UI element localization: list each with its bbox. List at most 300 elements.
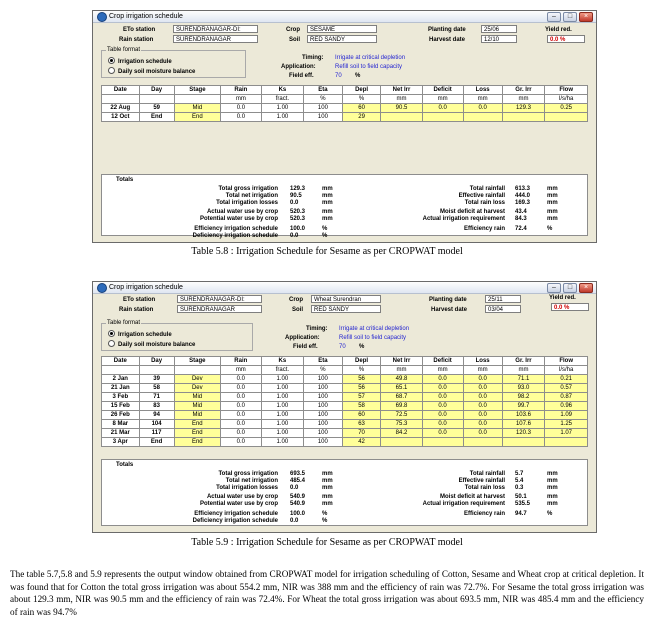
- header-cell: Eta: [304, 357, 343, 366]
- header-cell: Date: [102, 86, 140, 95]
- table-cell: End: [139, 438, 174, 447]
- table-row: [102, 402, 588, 411]
- total-left-unit: %: [322, 233, 328, 239]
- table-cell: 60: [342, 411, 381, 420]
- table-cell: 69.8: [381, 402, 422, 411]
- table-cell: 0.0: [221, 429, 262, 438]
- table-cell: Mid: [174, 411, 220, 420]
- table-cell: 1.00: [261, 429, 303, 438]
- table-cell: 1.00: [261, 402, 303, 411]
- table-cell: 93.0: [502, 384, 545, 393]
- eto-station-field[interactable]: SURENDRANAGAR-DI:: [177, 295, 262, 303]
- table-cell: 103.6: [502, 411, 545, 420]
- minimize-button[interactable]: –: [547, 12, 561, 22]
- header-cell: Day: [139, 86, 174, 95]
- totals-label: Totals: [116, 462, 134, 468]
- table-row: [102, 104, 588, 113]
- table-cell: 120.3: [502, 429, 545, 438]
- table-cell: 0.0: [463, 420, 502, 429]
- yield-red-label: Yield red.: [549, 295, 576, 301]
- total-left-label: Deficiency irrigation schedule: [192, 233, 278, 239]
- total-right-value: 5.7: [515, 471, 524, 477]
- table-cell: [381, 438, 422, 447]
- units-cell: %: [304, 366, 343, 375]
- table-format-label: Table format: [107, 320, 141, 326]
- table-cell: 100: [304, 384, 343, 393]
- units-cell: [102, 95, 140, 104]
- units-cell: mm: [221, 366, 262, 375]
- total-left-value: 0.0: [290, 200, 299, 206]
- schedule-table: [101, 85, 588, 122]
- table-cell: 1.07: [545, 429, 588, 438]
- window-title: Crop irrigation schedule: [109, 13, 183, 20]
- table-row: [102, 429, 588, 438]
- total-left-unit: mm: [322, 478, 333, 484]
- header-cell: Stage: [174, 357, 220, 366]
- table-cell: 58: [139, 384, 174, 393]
- table-format-group: [101, 47, 246, 78]
- maximize-button[interactable]: □: [563, 283, 577, 293]
- units-cell: [139, 366, 174, 375]
- table-cell: 0.0: [422, 420, 463, 429]
- table-cell: 26 Feb: [102, 411, 140, 420]
- soil-field[interactable]: RED SANDY: [311, 305, 381, 313]
- table-row: [102, 411, 588, 420]
- table-cell: 0.0: [463, 375, 502, 384]
- field-eff-label: Field eff.: [293, 344, 318, 350]
- total-left-unit: mm: [322, 186, 333, 192]
- units-cell: [174, 95, 220, 104]
- total-left-unit: %: [322, 226, 328, 232]
- table-cell: [502, 113, 545, 122]
- header-cell: Depl: [342, 357, 381, 366]
- timing-value[interactable]: Irrigate at critical depletion: [339, 326, 410, 332]
- units-cell: mm: [422, 95, 463, 104]
- schedule-table: [101, 356, 588, 447]
- total-left-label: Total irrigation losses: [216, 485, 278, 491]
- soil-field[interactable]: RED SANDY: [307, 35, 377, 43]
- total-right-label: Total rainfall: [469, 186, 505, 192]
- total-left-unit: mm: [322, 209, 333, 215]
- total-right-label: Actual irrigation requirement: [422, 216, 505, 222]
- table-cell: 107.6: [502, 420, 545, 429]
- units-cell: %: [342, 95, 381, 104]
- table-cell: Dev: [174, 384, 220, 393]
- table-cell: 117: [139, 429, 174, 438]
- table-cell: 0.0: [422, 429, 463, 438]
- total-right-label: Total rainfall: [469, 471, 505, 477]
- table-cell: 0.0: [463, 411, 502, 420]
- table-cell: 0.0: [221, 411, 262, 420]
- total-left-label: Efficiency irrigation schedule: [194, 226, 278, 232]
- total-right-unit: mm: [547, 200, 558, 206]
- crop-irrigation-window-2: [92, 281, 597, 533]
- total-right-label: Effective rainfall: [458, 193, 505, 199]
- total-left-unit: %: [322, 511, 328, 517]
- table-cell: 100: [304, 429, 343, 438]
- table-row: [102, 438, 588, 447]
- header-cell: Date: [102, 357, 140, 366]
- irrigation-schedule-radio[interactable]: Irrigation schedule: [108, 58, 172, 66]
- total-right-label: Total rain loss: [464, 200, 505, 206]
- header-row: [102, 357, 588, 366]
- total-right-value: 0.3: [515, 485, 524, 491]
- header-cell: Deficit: [422, 357, 463, 366]
- total-left-value: 0.0: [290, 485, 299, 491]
- table-row: [102, 375, 588, 384]
- total-left-label: Potential water use by crop: [199, 216, 278, 222]
- application-value[interactable]: Refill soil to field capacity: [335, 64, 403, 70]
- table-cell: 1.00: [261, 393, 303, 402]
- crop-label: Crop: [289, 297, 303, 303]
- total-right-value: 169.3: [515, 200, 531, 206]
- table-cell: 0.0: [221, 113, 262, 122]
- table-cell: 63: [342, 420, 381, 429]
- timing-label: Timing:: [302, 55, 324, 61]
- header-row: [102, 86, 588, 95]
- table-cell: 29: [342, 113, 381, 122]
- close-button[interactable]: ×: [579, 12, 593, 22]
- total-left-value: 693.5: [290, 471, 306, 477]
- daily-soil-moisture-radio[interactable]: Daily soil moisture balance: [108, 341, 195, 349]
- total-right-value: 72.4: [515, 226, 527, 232]
- table-cell: 65.1: [381, 384, 422, 393]
- radio-empty-icon: [108, 67, 115, 74]
- daily-soil-moisture-radio[interactable]: Daily soil moisture balance: [108, 68, 195, 76]
- totals-panel: [101, 459, 588, 526]
- table-row: [102, 113, 588, 122]
- table-cell: 59: [139, 104, 174, 113]
- field-eff-value[interactable]: 70: [335, 73, 342, 79]
- total-left-unit: mm: [322, 193, 333, 199]
- units-cell: %: [342, 366, 381, 375]
- units-cell: mm: [502, 95, 545, 104]
- total-left-unit: mm: [322, 494, 333, 500]
- total-right-unit: mm: [547, 209, 558, 215]
- caption-table-5-9: Table 5.9 : Irrigation Schedule for Sesame as per CROPWAT model: [191, 537, 463, 548]
- total-left-unit: mm: [322, 200, 333, 206]
- total-right-value: 84.3: [515, 216, 527, 222]
- table-cell: 8 Mar: [102, 420, 140, 429]
- maximize-button[interactable]: □: [563, 12, 577, 22]
- total-right-value: 94.7: [515, 511, 527, 517]
- table-cell: 0.0: [463, 104, 502, 113]
- units-cell: l/s/ha: [545, 366, 588, 375]
- total-left-value: 100.0: [290, 226, 306, 232]
- total-left-label: Efficiency irrigation schedule: [194, 511, 278, 517]
- table-cell: 1.09: [545, 411, 588, 420]
- table-cell: 0.0: [422, 393, 463, 402]
- field-eff-unit: %: [359, 344, 365, 350]
- units-cell: [139, 95, 174, 104]
- close-button[interactable]: ×: [579, 283, 593, 293]
- minimize-button[interactable]: –: [547, 283, 561, 293]
- total-right-label: Efficiency rain: [463, 226, 505, 232]
- harvest-date-field[interactable]: 12/10: [481, 35, 517, 43]
- table-cell: 0.0: [221, 438, 262, 447]
- total-right-unit: mm: [547, 501, 558, 507]
- total-left-value: 100.0: [290, 511, 306, 517]
- total-left-value: 520.3: [290, 209, 306, 215]
- table-cell: 100: [304, 375, 343, 384]
- total-right-unit: mm: [547, 193, 558, 199]
- header-cell: Loss: [463, 357, 502, 366]
- table-cell: 98.2: [502, 393, 545, 402]
- table-cell: 57: [342, 393, 381, 402]
- table-cell: 99.7: [502, 402, 545, 411]
- total-left-label: Deficiency irrigation schedule: [192, 518, 278, 524]
- total-right-unit: mm: [547, 186, 558, 192]
- total-left-value: 520.3: [290, 216, 306, 222]
- table-cell: 15 Feb: [102, 402, 140, 411]
- table-cell: 42: [342, 438, 381, 447]
- timing-value[interactable]: Irrigate at critical depletion: [335, 55, 406, 61]
- total-left-label: Total irrigation losses: [216, 200, 278, 206]
- header-cell: Deficit: [422, 86, 463, 95]
- table-cell: Mid: [174, 393, 220, 402]
- crop-field[interactable]: SESAME: [307, 25, 377, 33]
- total-right-value: 613.3: [515, 186, 531, 192]
- table-cell: 0.96: [545, 402, 588, 411]
- table-cell: End: [174, 113, 220, 122]
- table-cell: 0.0: [221, 420, 262, 429]
- title-bar: [93, 282, 596, 294]
- total-left-value: 540.9: [290, 501, 306, 507]
- table-cell: 0.21: [545, 375, 588, 384]
- table-cell: [422, 113, 463, 122]
- table-cell: 21 Mar: [102, 429, 140, 438]
- rain-station-field[interactable]: SURENDRANAGAR: [177, 305, 262, 313]
- header-cell: Loss: [463, 86, 502, 95]
- table-cell: 12 Oct: [102, 113, 140, 122]
- table-cell: 68.7: [381, 393, 422, 402]
- header-cell: Ks: [261, 357, 303, 366]
- table-cell: 72.5: [381, 411, 422, 420]
- application-label: Application:: [281, 64, 316, 70]
- total-right-unit: mm: [547, 494, 558, 500]
- table-cell: 1.00: [261, 411, 303, 420]
- units-cell: fract.: [261, 95, 303, 104]
- total-right-label: Total rain loss: [464, 485, 505, 491]
- units-cell: mm: [502, 366, 545, 375]
- table-cell: 21 Jan: [102, 384, 140, 393]
- radio-selected-icon: [108, 57, 115, 64]
- units-cell: [174, 366, 220, 375]
- table-cell: 75.3: [381, 420, 422, 429]
- header-cell: Eta: [304, 86, 343, 95]
- table-cell: [422, 438, 463, 447]
- table-cell: End: [174, 429, 220, 438]
- field-eff-value[interactable]: 70: [339, 344, 346, 350]
- table-cell: 22 Aug: [102, 104, 140, 113]
- field-eff-label: Field eff.: [289, 73, 314, 79]
- units-cell: fract.: [261, 366, 303, 375]
- total-left-unit: mm: [322, 501, 333, 507]
- units-cell: mm: [422, 366, 463, 375]
- totals-panel: [101, 174, 588, 239]
- total-left-unit: mm: [322, 485, 333, 491]
- table-cell: 0.0: [221, 384, 262, 393]
- total-left-value: 90.5: [290, 193, 302, 199]
- table-row: [102, 393, 588, 402]
- body-paragraph: The table 5.7,5.8 and 5.9 represents the output window obtained from CROPWAT model for irrigation scheduling of Cotton, Sesame and Wheat crop at critical depletion. It was found that for Cotton the total gross irrigation was about 554.2 mm, NIR was 388 mm and the efficiency of rain was 72.7%. For Sesame the total gross irrigation was about 129.3 mm, NIR was 90.5 mm and the efficiency of rain was 72.4%. For Wheat the total gross irrigation was about 693.5 mm, NIR was 485.4 mm and the efficiency of rain was 94.7%: [10, 569, 644, 617]
- eto-station-label: ETo station: [123, 27, 156, 33]
- table-cell: 0.0: [422, 411, 463, 420]
- table-cell: End: [174, 438, 220, 447]
- header-cell: Net Irr: [381, 357, 422, 366]
- table-cell: 3 Feb: [102, 393, 140, 402]
- application-label: Application:: [285, 335, 320, 341]
- units-cell: mm: [381, 95, 422, 104]
- table-cell: 0.0: [422, 375, 463, 384]
- planting-date-field[interactable]: 25/11: [485, 295, 521, 303]
- table-cell: 39: [139, 375, 174, 384]
- planting-date-field[interactable]: 25/06: [481, 25, 517, 33]
- table-row: [102, 420, 588, 429]
- irrigation-schedule-radio[interactable]: Irrigation schedule: [108, 331, 172, 339]
- units-cell: l/s/ha: [545, 95, 588, 104]
- field-eff-unit: %: [355, 73, 361, 79]
- total-left-value: 129.3: [290, 186, 306, 192]
- table-cell: 0.0: [221, 375, 262, 384]
- header-cell: Net Irr: [381, 86, 422, 95]
- table-cell: 56: [342, 375, 381, 384]
- table-cell: 56: [342, 384, 381, 393]
- table-cell: End: [174, 420, 220, 429]
- total-left-label: Total gross irrigation: [218, 186, 278, 192]
- header-cell: Rain: [221, 86, 262, 95]
- total-right-unit: mm: [547, 216, 558, 222]
- soil-label: Soil: [289, 37, 301, 43]
- table-cell: 1.00: [261, 384, 303, 393]
- table-cell: 71: [139, 393, 174, 402]
- units-cell: [102, 366, 140, 375]
- total-right-unit: %: [547, 511, 553, 517]
- table-cell: 1.00: [261, 420, 303, 429]
- table-cell: 0.0: [422, 104, 463, 113]
- crop-field[interactable]: Wheat Surendran: [311, 295, 381, 303]
- total-left-value: 0.0: [290, 233, 299, 239]
- table-cell: 1.25: [545, 420, 588, 429]
- table-cell: [502, 438, 545, 447]
- table-cell: 1.00: [261, 113, 303, 122]
- header-cell: Ks: [261, 86, 303, 95]
- table-cell: 70: [342, 429, 381, 438]
- table-cell: 100: [304, 113, 343, 122]
- timing-label: Timing:: [306, 326, 328, 332]
- header-cell: Gr. Irr: [502, 86, 545, 95]
- total-right-value: 444.0: [515, 193, 531, 199]
- total-left-value: 540.9: [290, 494, 306, 500]
- caption-table-5-8: Table 5.8 : Irrigation Schedule for Sesame as per CROPWAT model: [191, 246, 463, 257]
- table-cell: Mid: [174, 104, 220, 113]
- header-cell: Depl: [342, 86, 381, 95]
- app-icon: [97, 12, 107, 22]
- table-cell: 0.57: [545, 384, 588, 393]
- harvest-date-label: Harvest date: [429, 37, 466, 43]
- units-cell: mm: [221, 95, 262, 104]
- total-right-value: 50.1: [515, 494, 527, 500]
- table-cell: 0.0: [221, 393, 262, 402]
- table-cell: Dev: [174, 375, 220, 384]
- table-cell: 2 Jan: [102, 375, 140, 384]
- window-title: Crop irrigation schedule: [109, 284, 183, 291]
- application-value[interactable]: Refill soil to field capacity: [339, 335, 407, 341]
- total-left-label: Actual water use by crop: [206, 209, 278, 215]
- table-cell: [463, 113, 502, 122]
- total-left-unit: mm: [322, 216, 333, 222]
- table-cell: 1.00: [261, 438, 303, 447]
- total-right-unit: %: [547, 226, 553, 232]
- table-cell: 0.87: [545, 393, 588, 402]
- planting-date-label: Planting date: [428, 27, 466, 33]
- total-left-label: Actual water use by crop: [206, 494, 278, 500]
- table-cell: 84.2: [381, 429, 422, 438]
- total-right-label: Moist deficit at harvest: [439, 209, 505, 215]
- units-cell: mm: [463, 366, 502, 375]
- total-right-label: Efficiency rain: [463, 511, 505, 517]
- harvest-date-label: Harvest date: [431, 307, 468, 313]
- table-cell: 90.5: [381, 104, 422, 113]
- total-right-value: 43.4: [515, 209, 527, 215]
- units-cell: %: [304, 95, 343, 104]
- units-cell: mm: [463, 95, 502, 104]
- rain-station-label: Rain station: [119, 37, 154, 43]
- table-cell: 100: [304, 402, 343, 411]
- total-right-label: Effective rainfall: [458, 478, 505, 484]
- header-cell: Flow: [545, 357, 588, 366]
- crop-irrigation-window-1: [92, 10, 597, 243]
- total-left-unit: %: [322, 518, 328, 524]
- table-cell: 0.0: [463, 384, 502, 393]
- table-cell: 71.1: [502, 375, 545, 384]
- app-icon: [97, 283, 107, 293]
- table-cell: 83: [139, 402, 174, 411]
- harvest-date-field[interactable]: 03/04: [485, 305, 521, 313]
- table-cell: 0.0: [221, 104, 262, 113]
- total-right-unit: mm: [547, 471, 558, 477]
- table-cell: 100: [304, 104, 343, 113]
- eto-station-label: ETo station: [123, 297, 156, 303]
- total-right-label: Actual irrigation requirement: [422, 501, 505, 507]
- total-left-unit: mm: [322, 471, 333, 477]
- table-cell: 3 Apr: [102, 438, 140, 447]
- table-cell: 0.0: [463, 402, 502, 411]
- units-cell: mm: [381, 366, 422, 375]
- total-right-value: 5.4: [515, 478, 524, 484]
- table-cell: 129.3: [502, 104, 545, 113]
- table-cell: 0.25: [545, 104, 588, 113]
- total-left-value: 485.4: [290, 478, 306, 484]
- table-cell: [545, 113, 588, 122]
- total-left-label: Potential water use by crop: [199, 501, 278, 507]
- table-cell: Mid: [174, 402, 220, 411]
- total-right-label: Moist deficit at harvest: [439, 494, 505, 500]
- table-cell: 100: [304, 393, 343, 402]
- table-cell: 58: [342, 402, 381, 411]
- table-cell: 100: [304, 438, 343, 447]
- table-cell: 49.8: [381, 375, 422, 384]
- yield-red-field: 0.0 %: [551, 303, 589, 311]
- eto-station-field[interactable]: SURENDRANAGAR-DI:: [173, 25, 258, 33]
- title-bar: [93, 11, 596, 23]
- total-left-label: Total net irrigation: [225, 193, 278, 199]
- table-cell: 0.0: [422, 402, 463, 411]
- total-right-value: 535.5: [515, 501, 531, 507]
- rain-station-field[interactable]: SURENDRANAGAR: [173, 35, 258, 43]
- header-cell: Day: [139, 357, 174, 366]
- table-cell: 0.0: [463, 393, 502, 402]
